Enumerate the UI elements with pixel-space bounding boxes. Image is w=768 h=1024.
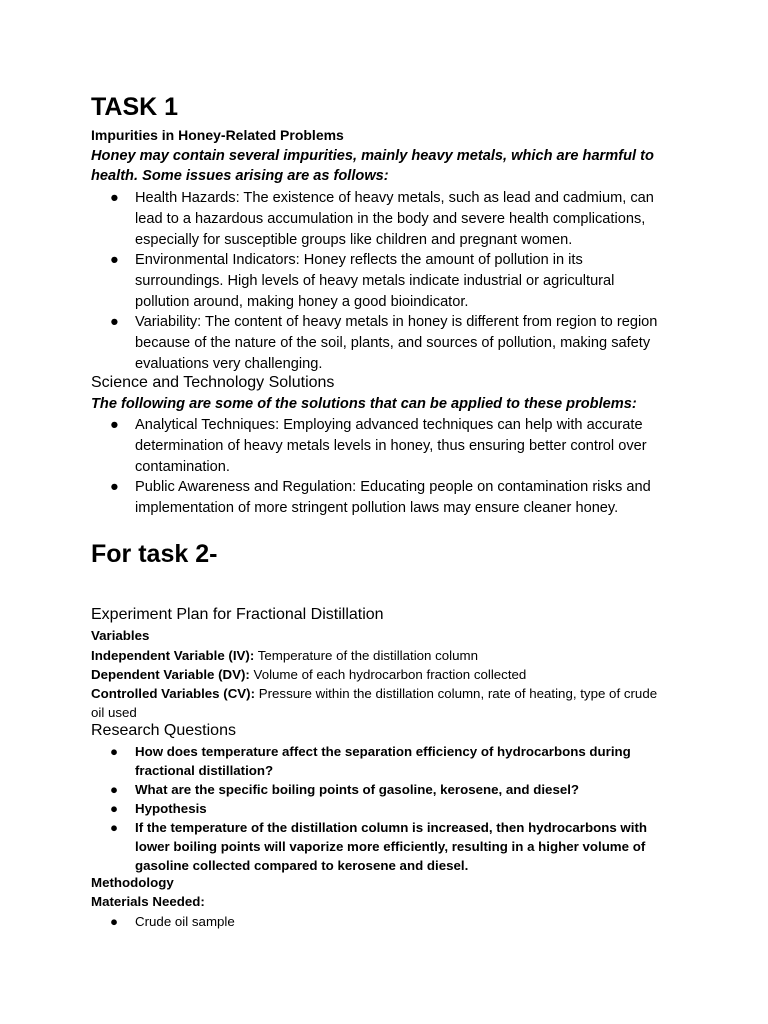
issue-line: evaluations very challenging.: [135, 355, 323, 372]
issue-item-environment: [110, 250, 710, 312]
cv-value-line2: oil used: [91, 705, 137, 720]
issue-line: Health Hazards: The existence of heavy metals, such as lead and cadmium, can: [135, 190, 654, 206]
issue-line: lead to a hazardous accumulation in the body and severe health complications,: [135, 210, 646, 227]
bullet-icon: ●: [110, 801, 119, 816]
dependent-variable: [91, 665, 526, 684]
material-item: [110, 913, 690, 932]
controlled-variables: [91, 684, 657, 703]
issue-line: because of the nature of the soil, plants, and sources of pollution, making safety: [135, 334, 651, 351]
rq-line: gasoline collected compared to kerosene and diesel.: [135, 857, 469, 873]
bullet-icon: ●: [110, 190, 119, 206]
research-question-item: [110, 743, 690, 781]
research-question-item: [110, 819, 690, 875]
rq-line: fractional distillation?: [135, 762, 274, 778]
issue-line: pollution around, making honey a good bioindicator.: [135, 293, 469, 310]
rq-line: If the temperature of the distillation column is increased, then hydrocarbons with: [135, 820, 648, 835]
issue-item-health: [110, 188, 710, 250]
variables-heading: Variables: [91, 628, 150, 643]
solution-line: Analytical Techniques: Employing advanced techniques can help with accurate: [135, 417, 643, 433]
research-question-item: [110, 800, 690, 819]
rq-line: Hypothesis: [135, 801, 207, 816]
issue-line: Environmental Indicators: Honey reflects the amount of pollution in its: [135, 252, 583, 268]
iv-value: Temperature of the distillation column: [254, 648, 478, 663]
solution-line: contamination.: [135, 458, 230, 475]
research-questions-heading: Research Questions: [91, 722, 236, 739]
bullet-icon: ●: [110, 820, 119, 835]
task1-title: TASK 1: [91, 93, 179, 121]
bullet-icon: ●: [110, 744, 119, 759]
solutions-intro: The following are some of the solutions that can be applied to these problems:: [91, 396, 637, 412]
solution-line: Public Awareness and Regulation: Educating people on contamination risks and: [135, 479, 651, 495]
methodology-heading: Methodology: [91, 875, 174, 890]
issue-line: surroundings. High levels of heavy metals indicate industrial or agricultural: [135, 272, 615, 289]
plan-heading: Experiment Plan for Fractional Distillation: [91, 606, 384, 623]
task1-intro-line2: health. Some issues arising are as follows:: [91, 168, 389, 184]
bullet-icon: ●: [110, 782, 119, 797]
dv-value: Volume of each hydrocarbon fraction collected: [249, 667, 527, 682]
bullet-icon: ●: [110, 479, 119, 495]
rq-line: What are the specific boiling points of gasoline, kerosene, and diesel?: [135, 782, 580, 797]
research-question-item: [110, 781, 690, 800]
independent-variable: [91, 646, 478, 665]
material-line: Crude oil sample: [135, 914, 235, 929]
materials-heading: Materials Needed:: [91, 894, 205, 909]
issue-item-variability: [110, 312, 710, 374]
dv-label: Dependent Variable (DV):: [91, 667, 250, 682]
task1-intro-line1: Honey may contain several impurities, mainly heavy metals, which are harmful to: [91, 148, 654, 164]
iv-label: Independent Variable (IV):: [91, 648, 255, 663]
solution-item-awareness: [110, 477, 710, 519]
task2-title: For task 2-: [91, 540, 218, 568]
bullet-icon: ●: [110, 314, 119, 330]
bullet-icon: ●: [110, 417, 119, 433]
rq-line: How does temperature affect the separation efficiency of hydrocarbons during: [135, 744, 631, 759]
bullet-icon: ●: [110, 914, 119, 929]
cv-value: Pressure within the distillation column, rate of heating, type of crude: [255, 686, 658, 701]
issue-line: Variability: The content of heavy metals in honey is different from region to region: [135, 314, 658, 330]
issue-line: especially for susceptible groups like children and pregnant women.: [135, 231, 573, 248]
bullet-icon: ●: [110, 252, 119, 268]
rq-line: lower boiling points will vaporize more efficiently, resulting in a higher volume of: [135, 838, 646, 854]
solution-line: determination of heavy metals levels in honey, thus ensuring better control over: [135, 437, 647, 454]
solutions-heading: Science and Technology Solutions: [91, 374, 335, 391]
task1-subtitle: Impurities in Honey-Related Problems: [91, 127, 344, 143]
cv-label: Controlled Variables (CV):: [91, 686, 256, 701]
solution-line: implementation of more stringent pollution laws may ensure cleaner honey.: [135, 499, 619, 516]
solution-item-analytical: [110, 415, 710, 477]
